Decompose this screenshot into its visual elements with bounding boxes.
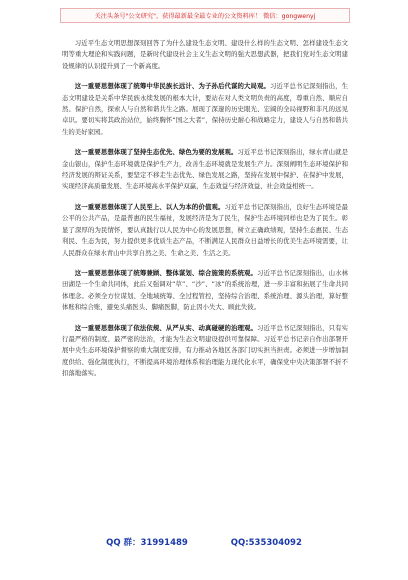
paragraph-lead: 这一重要思想体现了统筹中华民族长远计、为子孙后代谋的大局观。 [74,82,271,91]
footer-qq-contact: QQ:535304092 [230,538,302,548]
paragraph-text: 习近平总书记深刻指出，生态文明建设是关系中华民族永续发展的根本大计，要站在对人类文明负责的高度，尊重自然、顺应自然、保护自然，探索人与自然和谐共生之路。展现了深邃的历史眼光、宏阔的全局视野和非凡的远见卓识。要切实将其政治站位，始终胸怀“国之大者”，保持历史耐心和战略定力，建设人与自然和谐共生的美好家园。 [62,82,349,136]
paragraph-3 [62,147,348,193]
paragraph-lead: 这一重要思想体现了统筹兼顾、整体谋划、综合施策的系统观。 [74,268,258,277]
paragraph-lead: 这一重要思想体现了依法依规、从严从实、动真碰硬的治理观。 [74,323,258,332]
header-banner: 关注头条号"公文研究"，获得最新最全最专业的公文资料库！ 微信：gongwenyj [60,8,350,23]
paragraph-lead: 这一重要思想体现了坚持生态优先、绿色为要的发展观。 [74,148,238,157]
paragraph-text: 习近平总书记深刻指出，山水林田湖是一个生命共同体，此后又强调对“草”、“沙”、“冰”的系统治理，进一步丰富和拓展了生命共同体理念。必须全方位谋划、全地域统筹、全过程管控，坚持综合治理、系统治理、源头治理，算好整体账和综合账，避免头痛医头、脚痛医脚，防止因小失大、顾此失彼。 [62,268,349,312]
paragraph-text: 习近平总书记深刻指出，绿水青山就是金山银山，保护生态环境就是保护生产力，改善生态环境就是发展生产力。深刻阐明生态环境保护和经济发展的辩证关系，要坚定不移走生态优先、绿色发展之路，坚持在发展中保护、在保护中发展，实现经济高质量发展、生态环境高水平保护双赢，生态效益与经济效益、社会效益相统一。 [62,148,349,191]
paragraph-text: 习近平总书记深刻指出，只有实行最严格的制度、最严密的法治，才能为生态文明建设提供可靠保障。习近平总书记亲自作出部署开展中央生态环境保护督察的重大制度安排，有力推动各地区各部门切实担当担责。必须进一步增加制度供给、强化制度执行，不断提高环境治理体系和治理能力现代化水平，确保党中央决策部署不折不扣落地落实。 [62,323,349,378]
paragraph-6 [62,323,348,380]
paragraph-4 [62,202,348,259]
article-body [62,38,348,389]
page-footer [0,536,408,548]
paragraph-1 [62,38,348,72]
paragraph-lead: 这一重要思想体现了人民至上、以人为本的价值观。 [74,202,225,211]
paragraph-5 [62,268,348,314]
paragraph-2 [62,81,348,138]
paragraph-text: 习近平总书记深刻指出，良好生态环境是最公平的公共产品，是最普惠的民生福祉，发展经济是为了民生，保护生态环境同样也是为了民生。彰显了深厚的为民情怀，要认真践行以人民为中心的发展思想，树立正确政绩观，坚持生态惠民、生态利民、生态为民，努力提供更多优质生态产品，不断满足人民群众日益增长的优美生态环境需要，让人民群众在绿水青山中共享自然之美、生命之美、生活之美。 [62,202,349,257]
footer-qq-group: QQ 群：31991489 [106,538,188,548]
paragraph-text: 习近平生态文明思想深刻回答了为什么建设生态文明、建设什么样的生态文明、怎样建设生态文明等重大理论和实践问题，是新时代建设社会主义生态文明的强大思想武器，把我们党对生态文明建设规律的认识提升到了一个新高度。 [62,39,348,70]
